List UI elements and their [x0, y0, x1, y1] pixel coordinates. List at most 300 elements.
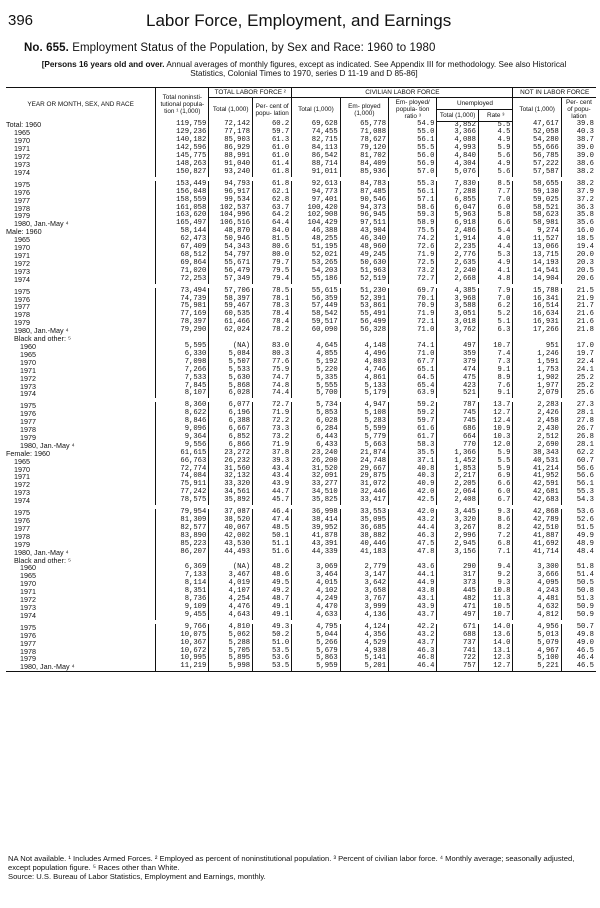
footnotes: [8, 854, 593, 881]
cell: 38,414: [292, 517, 340, 525]
cell: 42.5: [389, 497, 437, 505]
cell: 3,968: [437, 296, 478, 304]
cell: 3,464: [292, 572, 340, 580]
row-label: 1960: [6, 564, 156, 572]
cell: 1,853: [437, 466, 478, 474]
cell: 54,280: [513, 137, 561, 145]
cell: 72,142: [209, 121, 253, 129]
cell: 86,207: [156, 549, 209, 557]
cell: 5,963: [437, 212, 478, 220]
cell: 53.6: [576, 508, 594, 517]
cell: 43.6: [389, 564, 437, 572]
row-label: 1970: [6, 466, 156, 474]
cell: 69,628: [292, 121, 340, 129]
cell: 3,051: [437, 311, 478, 319]
cell: 12.4: [478, 418, 513, 426]
cell: 42,591: [513, 481, 561, 489]
cell: 5,133: [340, 383, 388, 391]
cell: 4,243: [513, 588, 561, 596]
cell: 33,277: [292, 481, 340, 489]
header-total-noninst: Total noninsti- tutional popula- tion ¹ (1,000): [156, 88, 209, 122]
cell: 50.9: [576, 602, 594, 611]
cell: 14,193: [513, 260, 561, 268]
cell: 5,663: [340, 442, 388, 450]
cell: 165,497: [156, 220, 209, 228]
cell: 9.1: [478, 390, 513, 398]
cell: 7.9: [478, 288, 513, 296]
cell: 5.5: [478, 458, 513, 466]
cell: 46.8: [389, 655, 437, 663]
row-label: 1978: [6, 426, 156, 434]
row-label: 1975: [6, 624, 156, 632]
cell: 21.6: [576, 318, 594, 327]
cell: 6,369: [156, 564, 209, 572]
cell: 497: [437, 612, 478, 620]
cell: 47.4: [253, 517, 292, 525]
cell: 7.4: [478, 351, 513, 359]
cell: 78,627: [340, 137, 388, 145]
cell: 54.3: [576, 496, 594, 505]
table-row: [6, 169, 596, 177]
row-label: 1977: [6, 525, 156, 533]
cell: 7.3: [478, 359, 513, 367]
cell: 745: [437, 418, 478, 426]
header-nil-percent: Per- cent of popu- lation: [565, 99, 592, 120]
cell: 84.0: [253, 228, 292, 236]
cell: 10,075: [156, 632, 209, 640]
cell: 22.4: [576, 357, 594, 366]
cell: 39.8: [576, 120, 594, 129]
cell: 5,192: [292, 359, 340, 367]
cell: 81,702: [340, 153, 388, 161]
cell: 43,391: [292, 541, 340, 549]
cell: 43.7: [389, 640, 437, 648]
cell: 57,706: [209, 288, 253, 296]
cell: 4,481: [513, 596, 561, 604]
cell: 34,561: [209, 489, 253, 497]
cell: 8,114: [156, 580, 209, 588]
cell: 56.6: [576, 472, 594, 481]
cell: 56,479: [209, 268, 253, 276]
cell: 97,511: [340, 220, 388, 228]
cell: 50.5: [576, 579, 594, 588]
cell: 55,491: [340, 311, 388, 319]
row-label: 1978: [6, 648, 156, 656]
cell: 59.3: [389, 212, 437, 220]
cell: 61,615: [156, 450, 209, 458]
row-label: 1978: [6, 311, 156, 319]
cell: 97,401: [292, 197, 340, 205]
cell: 84,783: [340, 181, 388, 189]
row-label: 1976: [6, 296, 156, 304]
cell: 9,096: [156, 426, 209, 434]
cell: 74,739: [156, 296, 209, 304]
cell: 40,067: [209, 525, 253, 533]
row-label: 1972: [6, 375, 156, 383]
cell: 4.0: [478, 236, 513, 244]
cell: 27.8: [576, 417, 594, 426]
cell: 3,018: [437, 319, 478, 327]
cell: 13,715: [513, 252, 561, 260]
cell: 47.5: [389, 541, 437, 549]
cell: 33,553: [340, 509, 388, 517]
cell: 4,304: [437, 161, 478, 169]
row-label: Black and other: ⁵: [6, 557, 156, 565]
cell: 50,630: [340, 260, 388, 268]
cell: 3,762: [437, 327, 478, 335]
cell: 28.1: [576, 409, 594, 418]
cell: 41,214: [513, 466, 561, 474]
header-civilian-labor: CIVILIAN LABOR FORCE: [292, 88, 513, 98]
cell: 56.0: [389, 153, 437, 161]
cell: 6,667: [209, 426, 253, 434]
cell: 25.2: [576, 381, 594, 390]
row-label: 1980, Jan.-May ⁴: [6, 663, 156, 671]
cell: 4,795: [292, 624, 340, 632]
cell: 317: [437, 572, 478, 580]
cell: 26,232: [209, 458, 253, 466]
cell: 8.5: [478, 181, 513, 189]
cell: 53,265: [292, 260, 340, 268]
cell: 6,388: [209, 418, 253, 426]
cell: 23,240: [292, 450, 340, 458]
cell: 50.9: [576, 610, 594, 619]
cell: 6,077: [209, 402, 253, 410]
cell: 58,981: [513, 220, 561, 228]
cell: 5.9: [478, 145, 513, 153]
cell: 55,666: [513, 145, 561, 153]
cell: 43,904: [340, 228, 388, 236]
cell: 2,779: [340, 564, 388, 572]
cell: 52,519: [340, 276, 388, 284]
cell: 102,908: [292, 212, 340, 220]
cell: 49.2: [253, 588, 292, 596]
cell: 42,510: [513, 525, 561, 533]
row-label: 1980, Jan.-May ⁴: [6, 220, 156, 228]
cell: 55,671: [209, 260, 253, 268]
cell: 5,013: [513, 632, 561, 640]
cell: 81,309: [156, 517, 209, 525]
cell: 64.4: [253, 220, 292, 228]
cell: 3,156: [437, 549, 478, 557]
cell: 12.3: [478, 655, 513, 663]
cell: 2,458: [513, 418, 561, 426]
cell: 78.2: [253, 327, 292, 335]
cell: 475: [437, 375, 478, 383]
cell: 51.8: [576, 563, 594, 572]
cell: 99,534: [209, 197, 253, 205]
cell: 61,466: [209, 319, 253, 327]
cell: 79.4: [253, 276, 292, 284]
cell: 36.3: [576, 203, 594, 212]
cell: 79.7: [253, 260, 292, 268]
cell: 5,779: [340, 434, 388, 442]
cell: 5,288: [209, 640, 253, 648]
cell: 40,446: [340, 541, 388, 549]
cell: 722: [437, 655, 478, 663]
cell: 5,595: [156, 343, 209, 351]
cell: 58.9: [389, 220, 437, 228]
cell: 770: [437, 442, 478, 450]
cell: 2,217: [437, 473, 478, 481]
cell: 84,113: [292, 145, 340, 153]
cell: 58,542: [292, 311, 340, 319]
cell: 3,658: [340, 588, 388, 596]
cell: 42,789: [513, 517, 561, 525]
cell: 5.2: [478, 311, 513, 319]
cell: 4.1: [478, 268, 513, 276]
cell: 3,445: [437, 509, 478, 517]
row-label: 1976: [6, 517, 156, 525]
cell: 73,494: [156, 288, 209, 296]
cell: 671: [437, 624, 478, 632]
cell: 19.7: [576, 349, 594, 358]
cell: 56.1: [389, 189, 437, 197]
cell: 51,230: [340, 288, 388, 296]
cell: 6,047: [437, 205, 478, 213]
cell: 3,467: [209, 572, 253, 580]
row-label: 1979: [6, 319, 156, 327]
cell: 43.4: [253, 473, 292, 481]
cell: 4,385: [437, 288, 478, 296]
cell: 75.9: [253, 367, 292, 375]
cell: 42.0: [389, 509, 437, 517]
cell: 71.9: [389, 311, 437, 319]
cell: 58,623: [513, 212, 561, 220]
cell: 47.8: [389, 549, 437, 557]
cell: 2,240: [437, 268, 478, 276]
cell: 61.3: [253, 137, 292, 145]
cell: 86,929: [209, 145, 253, 153]
cell: 78.3: [253, 303, 292, 311]
cell: 5,705: [209, 648, 253, 656]
cell: 49.0: [576, 638, 594, 647]
cell: 4,993: [437, 145, 478, 153]
cell: 4,254: [209, 596, 253, 604]
table-title: [24, 42, 436, 54]
cell: 7.6: [478, 383, 513, 391]
cell: 6,433: [292, 442, 340, 450]
cell: 119,759: [156, 121, 209, 129]
cell: 4,529: [340, 640, 388, 648]
cell: 4,633: [292, 612, 340, 620]
cell: 14.0: [478, 640, 513, 648]
cell: 951: [513, 343, 561, 351]
cell: 29,667: [340, 466, 388, 474]
cell: 35,095: [340, 517, 388, 525]
cell: 6.3: [478, 327, 513, 335]
cell: 85,223: [156, 541, 209, 549]
cell: 51.5: [576, 523, 594, 532]
cell: 4.8: [478, 276, 513, 284]
cell: 4.9: [478, 161, 513, 169]
cell: 5.9: [478, 466, 513, 474]
cell: 80.0: [253, 252, 292, 260]
cell: 3,666: [513, 572, 561, 580]
cell: 1,914: [437, 236, 478, 244]
cell: 379: [437, 359, 478, 367]
cell: 16,341: [513, 296, 561, 304]
table-subtitle: [34, 60, 574, 78]
cell: 62.1: [253, 189, 292, 197]
cell: 2,635: [437, 260, 478, 268]
cell: 74,455: [292, 129, 340, 137]
cell: 6,284: [292, 426, 340, 434]
cell: 41,878: [292, 533, 340, 541]
cell: 74.4: [253, 390, 292, 398]
cell: 49.1: [253, 604, 292, 612]
cell: 46.5: [561, 663, 596, 671]
cell: 41,887: [513, 533, 561, 541]
cell: 4.5: [478, 129, 513, 137]
row-label: 1975: [6, 509, 156, 517]
cell: 1,902: [513, 375, 561, 383]
cell: 54,343: [209, 244, 253, 252]
cell: 79,120: [340, 145, 388, 153]
cell: 4,124: [340, 624, 388, 632]
cell: 15,788: [513, 288, 561, 296]
cell: 71.0: [389, 351, 437, 359]
cell: 4,095: [513, 580, 561, 588]
row-label: 1979: [6, 434, 156, 442]
cell: 74.8: [253, 383, 292, 391]
cell: 78.4: [253, 311, 292, 319]
cell: 7.2: [478, 533, 513, 541]
cell: 86,542: [292, 153, 340, 161]
row-label: 1978: [6, 205, 156, 213]
header-percent-pop: Per- cent of popu- lation: [253, 98, 292, 122]
page-header: [6, 12, 594, 34]
cell: 2,512: [513, 434, 561, 442]
row-label: Female: 1960: [6, 450, 156, 458]
subtitle-text: Annual averages of monthly figures, except as indicated. See Appendix III for methodology. See also Historical Statistics, Colonial Times to 1970, series D 11-19 and D 85-86]: [166, 60, 567, 78]
cell: 32,446: [340, 489, 388, 497]
row-label: 1971: [6, 145, 156, 153]
cell: 3,366: [437, 129, 478, 137]
cell: 5,100: [513, 655, 561, 663]
cell: 11.3: [478, 596, 513, 604]
cell: 10,995: [156, 655, 209, 663]
footnote-text: NA Not available. ¹ Includes Armed Forces. ² Employed as percent of noninstitutional population. ³ Percent of civilian labor force. ⁴ Monthly average; seasonally adjusted, except population figure. ⁵ Races other than White.: [8, 854, 575, 872]
cell: 28.1: [576, 440, 594, 449]
cell: 3,588: [437, 303, 478, 311]
cell: 50.1: [253, 533, 292, 541]
cell: 58.3: [389, 442, 437, 450]
cell: 4,102: [292, 588, 340, 596]
cell: 5,283: [340, 418, 388, 426]
cell: 6,866: [209, 442, 253, 450]
cell: 21.6: [576, 310, 594, 319]
cell: 5,599: [340, 426, 388, 434]
cell: 5.9: [478, 450, 513, 458]
cell: 56.1: [389, 137, 437, 145]
cell: 46,388: [292, 228, 340, 236]
cell: 63.7: [253, 205, 292, 213]
cell: 25.6: [576, 389, 594, 398]
cell: 65,778: [340, 121, 388, 129]
cell: 8,846: [156, 418, 209, 426]
cell: 9,274: [513, 228, 561, 236]
header-year: YEAR OR MONTH, SEX, AND RACE: [6, 88, 156, 122]
cell: 43.9: [253, 481, 292, 489]
cell: 60,090: [292, 327, 340, 335]
cell: 74.1: [389, 343, 437, 351]
cell: 686: [437, 426, 478, 434]
cell: 104,996: [209, 212, 253, 220]
cell: 9.3: [478, 580, 513, 588]
row-label: 1974: [6, 612, 156, 620]
cell: 5,221: [513, 663, 561, 671]
cell: 6.0: [478, 205, 513, 213]
cell: 48,255: [292, 236, 340, 244]
row-label: 1979: [6, 541, 156, 549]
cell: 5.1: [478, 319, 513, 327]
row-label: 1976: [6, 410, 156, 418]
cell: 64.5: [389, 375, 437, 383]
cell: 14.0: [478, 624, 513, 632]
row-label: 1971: [6, 473, 156, 481]
cell: 53.5: [253, 663, 292, 671]
row-label: 1972: [6, 481, 156, 489]
cell: 65.1: [389, 367, 437, 375]
cell: 12.0: [478, 442, 513, 450]
cell: 7,098: [156, 359, 209, 367]
cell: 10.5: [478, 604, 513, 612]
cell: 77,169: [156, 311, 209, 319]
cell: 39.0: [576, 144, 594, 153]
cell: 5,853: [292, 410, 340, 418]
cell: 38.2: [576, 167, 594, 176]
row-label: 1977: [6, 303, 156, 311]
cell: 44,493: [209, 549, 253, 557]
cell: 48.9: [576, 539, 594, 548]
cell: 6.8: [478, 541, 513, 549]
header-unemp-total: Total (1,000): [437, 109, 478, 121]
cell: 5,959: [292, 663, 340, 671]
cell: 2,945: [437, 541, 478, 549]
cell: 36,998: [292, 509, 340, 517]
row-label: 1972: [6, 260, 156, 268]
row-label: 1970: [6, 244, 156, 252]
source-note: Source: U.S. Bureau of Labor Statistics, Employment and Earnings, monthly.: [8, 872, 266, 881]
cell: 41,183: [340, 549, 388, 557]
row-label: 1972: [6, 596, 156, 604]
cell: 5,141: [340, 655, 388, 663]
cell: 4,810: [209, 624, 253, 632]
cell: 9,766: [156, 624, 209, 632]
row-label: 1980, Jan.-May ⁴: [6, 442, 156, 450]
cell: 373: [437, 580, 478, 588]
cell: 52,391: [340, 296, 388, 304]
data-table-wrapper: [6, 87, 596, 672]
cell: 140,182: [156, 137, 209, 145]
cell: 62,473: [156, 236, 209, 244]
cell: 6.9: [478, 473, 513, 481]
cell: 2,408: [437, 497, 478, 505]
cell: 71,020: [156, 268, 209, 276]
cell: 58.6: [389, 205, 437, 213]
header-rate: Rate ³: [478, 109, 513, 121]
cell: 25.2: [576, 373, 594, 382]
cell: 51,963: [340, 268, 388, 276]
header-civ-total: Total (1,000): [292, 98, 340, 122]
cell: 1,977: [513, 383, 561, 391]
cell: 4,855: [292, 351, 340, 359]
cell: 745: [437, 410, 478, 418]
cell: 40.9: [389, 481, 437, 489]
cell: 46.3: [389, 648, 437, 656]
cell: 5,998: [209, 663, 253, 671]
